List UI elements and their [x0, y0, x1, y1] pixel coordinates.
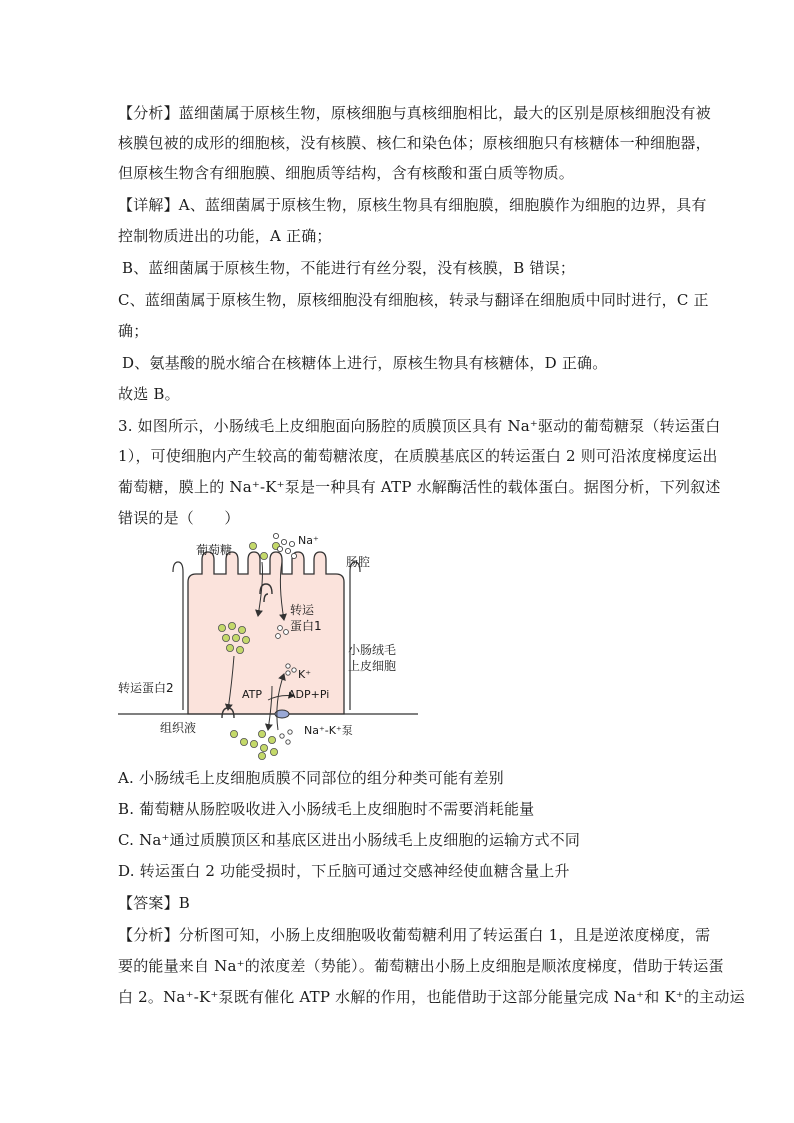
label-pump: Na⁺-K⁺泵: [304, 724, 353, 737]
sodium-ions-tissue-fluid: [280, 730, 292, 744]
option-c: C. Na⁺通过质膜顶区和基底区进出小肠绒毛上皮细胞的运输方式不同: [118, 831, 581, 849]
label-cell-b: 上皮细胞: [348, 659, 397, 673]
answer-line: 【答案】B: [118, 894, 191, 912]
detail-1-line-7: 故选 B。: [118, 385, 180, 403]
analysis-1-line-2: 核膜包被的成形的细胞核，没有核膜、核仁和染色体；原核细胞只有核糖体一种细胞器，: [118, 134, 711, 152]
analysis-1-line-1: 【分析】蓝细菌属于原核生物，原核细胞与真核细胞相比，最大的区别是原核细胞没有被: [118, 104, 711, 122]
label-tissue-fluid: 组织液: [160, 721, 197, 735]
option-b: B. 葡萄糖从肠腔吸收进入小肠绒毛上皮细胞时不需要消耗能量: [118, 800, 535, 818]
detail-1-line-1: 【详解】A、蓝细菌属于原核生物，原核生物具有细胞膜，细胞膜作为细胞的边界，具有: [118, 196, 707, 214]
question-3-line-4: 错误的是（ ）: [118, 509, 240, 527]
question-3-line-1: 3. 如图所示，小肠绒毛上皮细胞面向肠腔的质膜顶区具有 Na⁺驱动的葡萄糖泵（转运蛋白: [118, 417, 721, 435]
detail-1-line-6: D、氨基酸的脱水缩合在核糖体上进行，原核生物具有核糖体，D 正确。: [122, 354, 608, 372]
label-transporter-2: 转运蛋白2: [118, 681, 174, 695]
label-lumen: 肠腔: [346, 555, 371, 569]
analysis-2-line-3: 白 2。Na⁺-K⁺泵既有催化 ATP 水解的作用，也能借助于这部分能量完成 Na⁺和 K⁺的主动运: [118, 988, 745, 1006]
lumen-membrane-right: [350, 562, 360, 710]
label-transporter-1b: 蛋白1: [290, 619, 322, 633]
option-d: D. 转运蛋白 2 功能受损时，下丘脑可通过交感神经使血糖含量上升: [118, 862, 570, 880]
label-cell-a: 小肠绒毛: [348, 643, 397, 657]
detail-1-line-2: 控制物质进出的功能，A 正确；: [118, 227, 332, 245]
analysis-2-line-2: 要的能量来自 Na⁺的浓度差（势能）。葡萄糖出小肠上皮细胞是顺浓度梯度，借助于转运蛋: [118, 957, 724, 975]
lumen-membrane-left: [173, 562, 183, 710]
label-potassium: K⁺: [298, 668, 312, 681]
label-adp: ADP+Pi: [288, 688, 330, 701]
intestinal-cell-diagram: [118, 532, 418, 760]
question-3-line-2: 1），可使细胞内产生较高的葡萄糖浓度，在质膜基底区的转运蛋白 2 则可沿浓度梯度运出: [118, 447, 718, 465]
detail-1-line-5: 确；: [118, 322, 149, 340]
option-a: A. 小肠绒毛上皮细胞质膜不同部位的组分种类可能有差别: [118, 769, 504, 787]
glucose-molecules-tissue-fluid: [230, 730, 277, 759]
question-3-line-3: 葡萄糖，膜上的 Na⁺-K⁺泵是一种具有 ATP 水解酶活性的载体蛋白。据图分析，下列叙述: [118, 478, 721, 496]
label-sodium: Na⁺: [298, 534, 319, 547]
detail-1-line-3: B、蓝细菌属于原核生物，不能进行有丝分裂，没有核膜，B 错误；: [122, 259, 576, 277]
label-glucose: 葡萄糖: [196, 543, 233, 557]
label-atp: ATP: [242, 688, 263, 701]
label-transporter-1a: 转运: [290, 603, 315, 617]
analysis-2-line-1: 【分析】分析图可知，小肠上皮细胞吸收葡萄糖利用了转运蛋白 1，且是逆浓度梯度，需: [118, 926, 711, 944]
detail-1-line-4: C、蓝细菌属于原核生物，原核细胞没有细胞核，转录与翻译在细胞质中同时进行，C 正: [118, 291, 709, 309]
analysis-1-line-3: 但原核生物含有细胞膜、细胞质等结构，含有核酸和蛋白质等物质。: [118, 164, 575, 182]
